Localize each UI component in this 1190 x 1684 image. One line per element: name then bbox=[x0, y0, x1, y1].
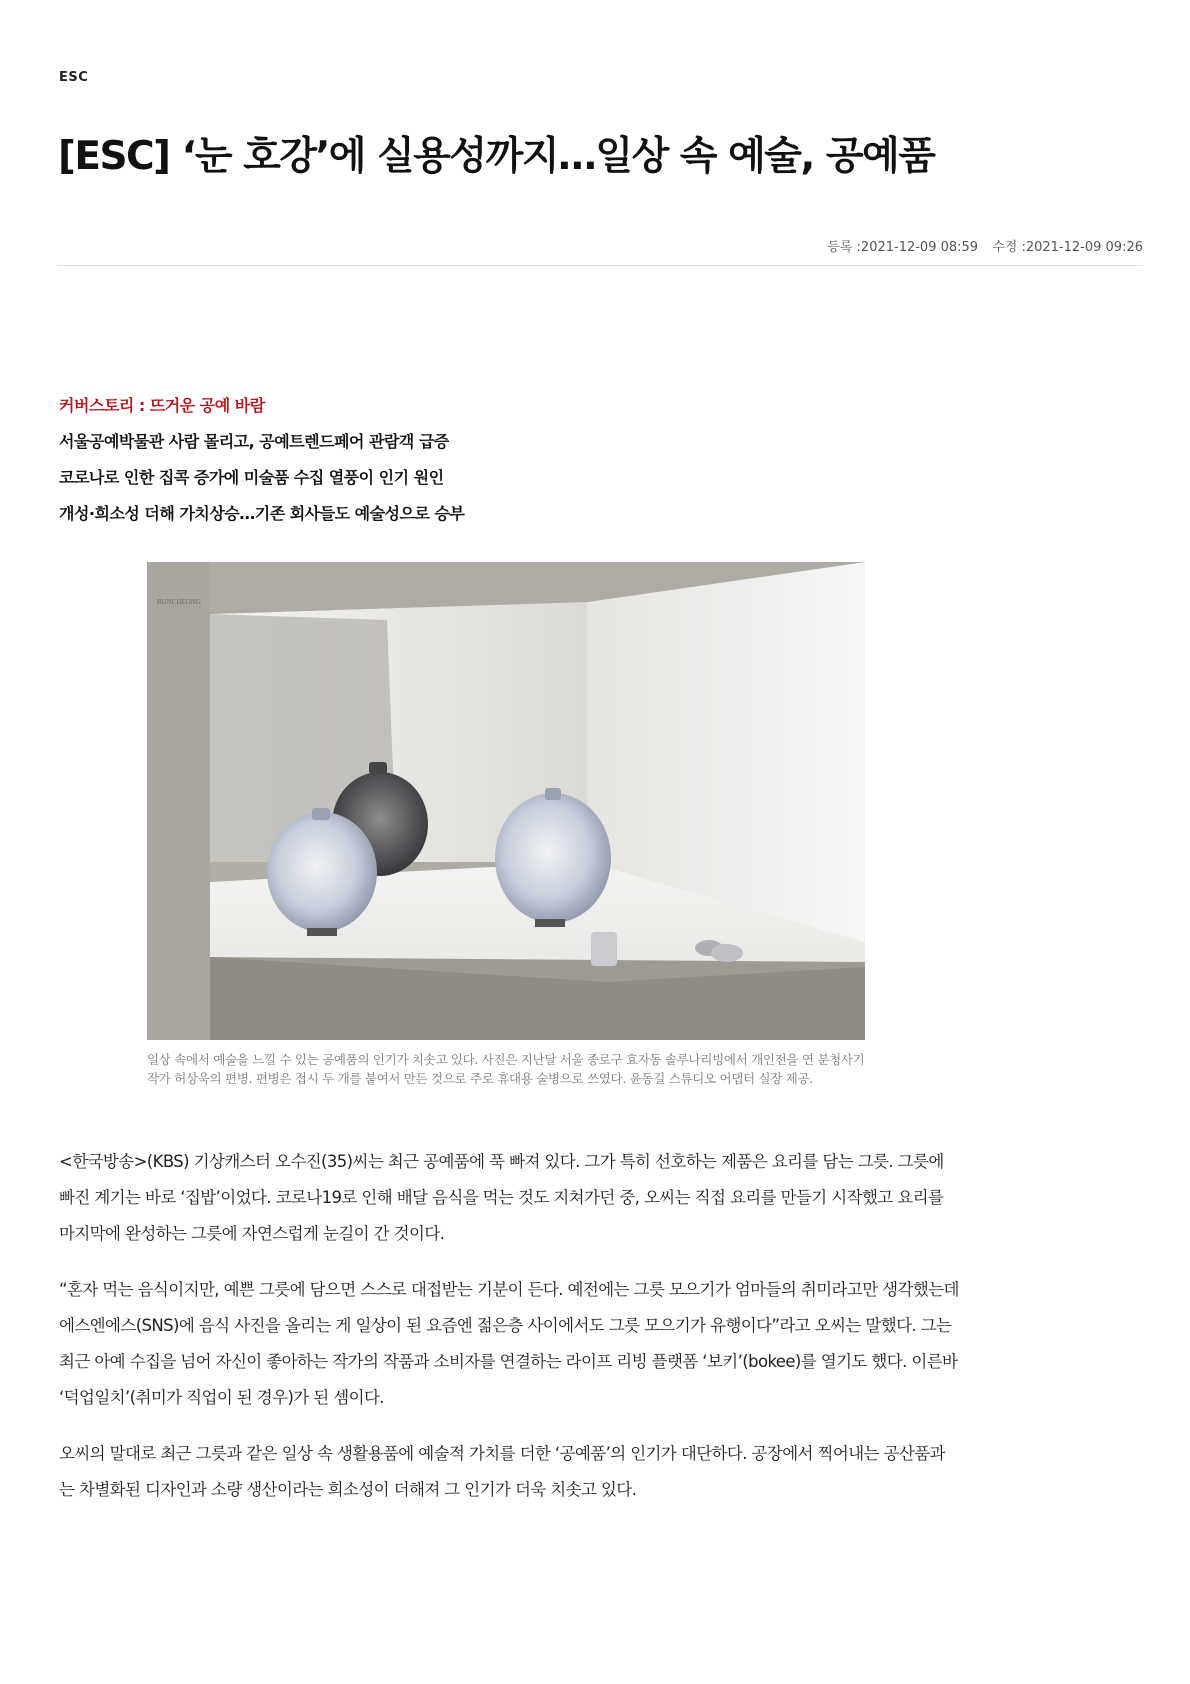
section-label[interactable]: ESC bbox=[59, 70, 89, 85]
registered-date: 등록 :2021-12-09 08:59 bbox=[827, 240, 979, 255]
photo-watermark: BUNCHEONG bbox=[157, 598, 201, 606]
article-dates bbox=[817, 236, 1143, 255]
article-body bbox=[59, 1144, 959, 1528]
body-paragraph: “혼자 먹는 음식이지만, 예쁜 그릇에 담으면 스스로 대접받는 기분이 든다. 예전에는 그릇 모으기가 엄마들의 취미라고만 생각했는데 에스엔에스(SNS)에 음식 사진을 올리는 게 일상이 된 요즘엔 젊은층 사이에서도 그릇 모으기가 유행이다”라고 오씨는 말했다. 그는 최근 아예 수집을 넘어 자신이 좋아하는 작가의 작품과 소비자를 연결하는 라이프 리빙 플랫폼 ‘보키’(bokee)를 열기도 했다. 이른바 ‘덕업일치’(취미가 직업이 된 경우)가 된 셈이다. bbox=[59, 1280, 959, 1407]
body-paragraph: <한국방송>(KBS) 기상캐스터 오수진(35)씨는 최근 공예품에 푹 빠져 있다. 그가 특히 선호하는 제품은 요리를 담는 그릇. 그릇에 빠진 계기는 바로 ‘집밥’이었다. 코로나19로 인해 배달 음식을 먹는 것도 지쳐가던 중, 오씨는 직접 요리를 만들기 시작했고 요리를 마지막에 완성하는 그릇에 자연스럽게 눈길이 간 것이다. bbox=[59, 1152, 944, 1243]
subhead-line: 코로나로 인한 집콕 증가에 미술품 수집 열풍이 인기 원인 bbox=[59, 468, 444, 487]
body-paragraph: 오씨의 말대로 최근 그릇과 같은 일상 속 생활용품에 예술적 가치를 더한 ‘공예품’의 인기가 대단하다. 공장에서 찍어내는 공산품과는 차별화된 디자인과 소량 생산이라는 희소성이 더해져 그 인기가 더욱 치솟고 있다. bbox=[59, 1444, 945, 1499]
subheadings bbox=[59, 388, 959, 532]
ceramics-photo-illustration bbox=[147, 562, 865, 1040]
subhead-series: 커버스토리 : 뜨거운 공예 바람 bbox=[59, 396, 265, 415]
photo-caption: 일상 속에서 예술을 느낄 수 있는 공예품의 인기가 치솟고 있다. 사진은 지난달 서울 종로구 효자동 솔루나리빙에서 개인전을 연 분청사기 작가 허상욱의 편병. 편병은 접시 두 개를 붙여서 만든 것으로 주로 휴대용 술병으로 쓰였다. 윤동길 스튜디오 어댑터 실장 제공. bbox=[147, 1052, 865, 1086]
article-photo bbox=[147, 562, 865, 1040]
subhead-line: 서울공예박물관 사람 몰리고, 공예트렌드페어 관람객 급증 bbox=[59, 432, 449, 451]
header-divider bbox=[58, 265, 1143, 266]
modified-date: 수정 :2021-12-09 09:26 bbox=[992, 240, 1143, 255]
subhead-line: 개성·희소성 더해 가치상승…기존 회사들도 예술성으로 승부 bbox=[59, 504, 465, 523]
article-headline: [ESC] ‘눈 호강’에 실용성까지…일상 속 예술, 공예품 bbox=[58, 134, 935, 179]
